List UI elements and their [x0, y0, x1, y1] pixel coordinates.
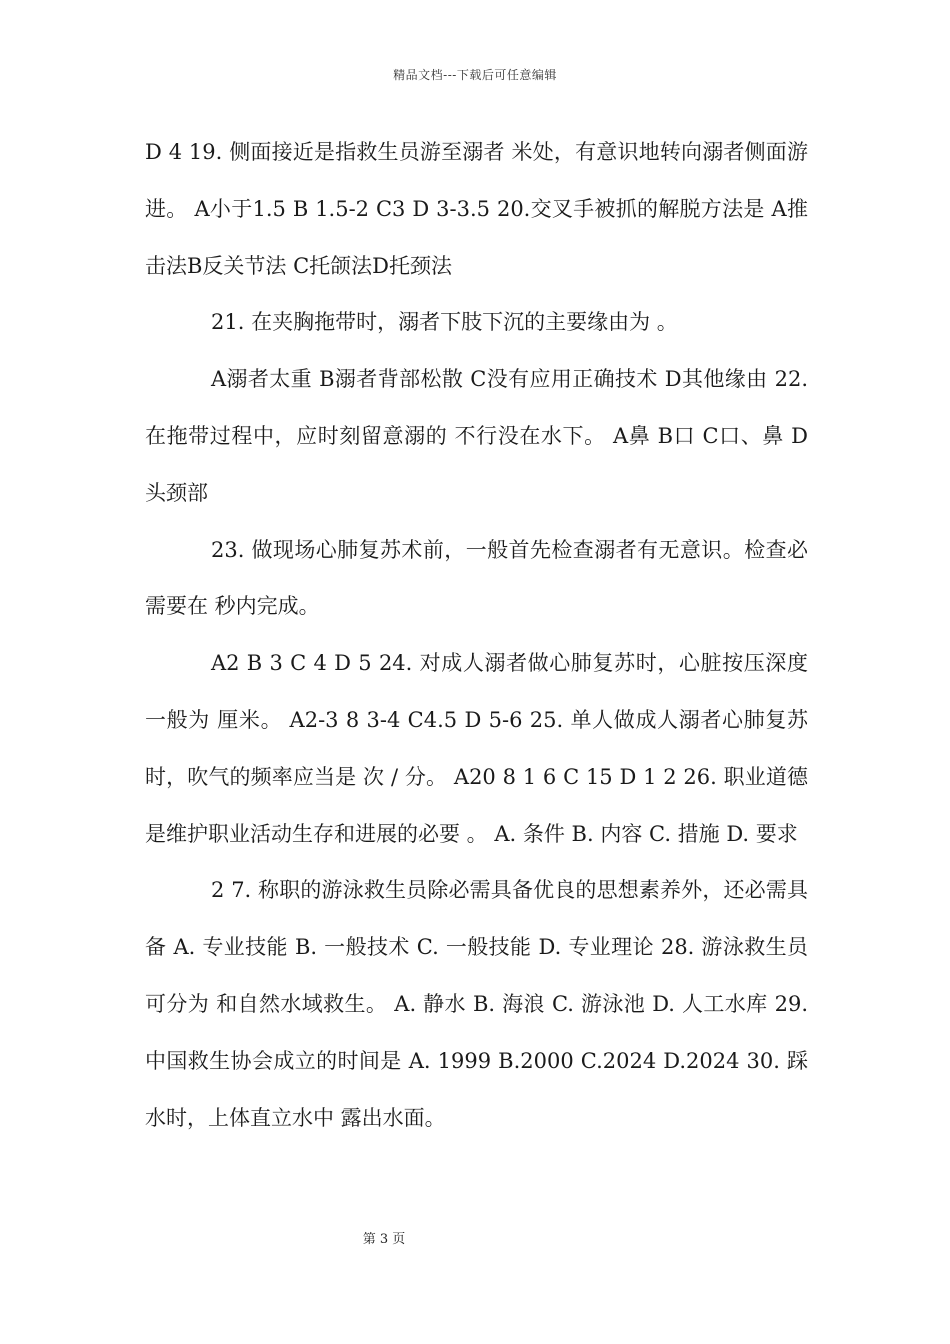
paragraph: D 4 19. 侧面接近是指救生员游至溺者 米处，有意识地转向溺者侧面游进。 A小于1.5 B 1.5-2 C3 D 3-3.5 20.交叉手被抓的解脱方法是 A推击法B反关节法 C托颌法D托颈法 — [145, 140, 808, 278]
paragraph: A溺者太重 B溺者背部松散 C没有应用正确技术 D其他缘由 22. 在拖带过程中，应时刻留意溺的 不行没在水下。 A鼻 B口 C口、鼻 D头颈部 — [145, 367, 808, 505]
page-number: 第 3 页 — [362, 1232, 406, 1247]
page-header: 精品文档---下载后可任意编辑 — [393, 68, 557, 82]
document-body — [145, 124, 808, 1146]
paragraph: 21. 在夹胸拖带时，溺者下肢下沉的主要缘由为 。 — [211, 310, 678, 335]
paragraph: A2 B 3 C 4 D 5 24. 对成人溺者做心肺复苏时，心脏按压深度一般为 厘米。 A2-3 8 3-4 C4.5 D 5-6 25. 单人做成人溺者心肺复苏时，吹气的频率应当是 次 / 分。 A20 8 1 6 C 15 D 1 2 26. 职业道德是维护职业活动生存和进展的必要 。 A. 条件 B. 内容 C. 措施 D. 要求 — [145, 651, 808, 846]
paragraph: 2 7. 称职的游泳救生员除必需具备优良的思想素养外，还必需具备 A. 专业技能 B. 一般技术 C. 一般技能 D. 专业理论 28. 游泳救生员可分为 和自然水域救生。 A. 静水 B. 海浪 C. 游泳池 D. 人工水库 29.中国救生协会成立的时间是 A. 1999 B.2000 C.2024 D.2024 30. 踩水时，上体直立水中 露出水面。 — [145, 878, 808, 1130]
paragraph: 23. 做现场心肺复苏术前，一般首先检查溺者有无意识。检查必需要在 秒内完成。 — [145, 537, 808, 619]
